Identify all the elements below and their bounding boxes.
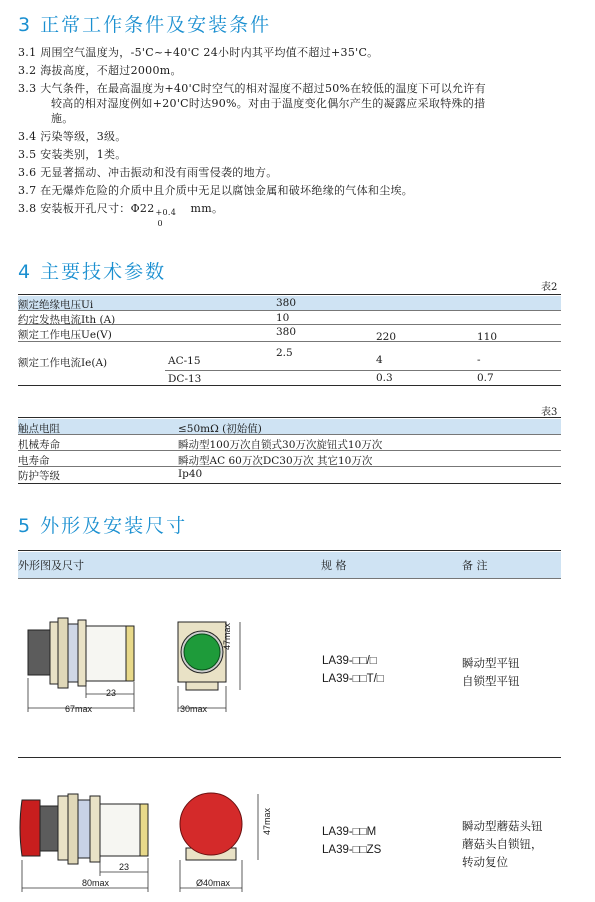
product1-side-view [28,618,134,712]
product2-drawing [18,776,288,902]
item-3-7: 3.7 在无爆炸危险的介质中且介质中无足以腐蚀金属和破坏绝缘的气体和尘埃。 [18,184,414,197]
t2-ac-v2: 4 [376,354,383,366]
p1-model-2: LA39-□□T/□ [322,673,384,685]
p2-model-1: LA39-□□M [322,826,377,838]
header-note: 备 注 [462,559,488,572]
section-5-title: 5 外形及安装尺寸 [18,515,188,537]
p2-dim-front: Ø40max [196,878,231,888]
p1-dim-front: 30max [180,704,208,714]
dimension-table-header [18,550,561,580]
header-figure: 外形图及尺寸 [18,559,84,572]
table2-caption: 表2 [541,282,558,293]
t2-r3-v2: 220 [376,331,397,343]
product1-drawing [18,600,278,725]
section-3-title: 3 正常工作条件及安装条件 [18,14,272,36]
item-3-8-unit: mm。 [190,202,224,215]
t2-r3-v1: 380 [276,326,297,338]
item-3-4: 3.4 污染等级，3级。 [18,130,127,143]
tolerance-lower: 0 [157,219,163,228]
t3-r3-val: 瞬动型AC 60万次DC30万次 其它10万次 [178,455,373,467]
item-3-2: 3.2 海拔高度，不超过2000m。 [18,64,182,77]
item-3-1: 3.1 周围空气温度为，-5'C~+40'C 24小时内其平均值不超过+35'C。 [18,46,379,59]
t2-ac-v1: 2.5 [276,347,293,359]
p1-dim-side: 67max [65,704,93,714]
item-3-3-cont1: 较高的相对湿度例如+20'C时达90%。对由于温度变化偶尔产生的凝露应采取特殊的措 [51,97,486,110]
t3-r1-val: ≤50mΩ (初始值) [178,423,262,435]
item-3-5: 3.5 安装类别，1类。 [18,148,127,161]
p2-note-3: 转动复位 [462,855,508,869]
tolerance-upper: +0.4 [155,208,177,217]
t2-r2-val: 10 [276,312,290,324]
item-3-8-text: 3.8 安装板开孔尺寸：Φ22 [18,202,155,215]
t2-dc-label: DC-13 [168,373,202,385]
p2-model-2: LA39-□□ZS [322,844,382,856]
t2-r3-v3: 110 [477,331,498,343]
t3-r1-label: 触点电阻 [18,423,60,435]
red-mushroom-button [180,793,242,855]
t2-r2-label: 约定发热电流Ith (A) [18,314,116,326]
p1-model-1: LA39-□□/□ [322,655,377,667]
item-3-6: 3.6 无显著摇动、冲击振动和没有雨雪侵袭的地方。 [18,166,278,179]
t2-r4-label: 额定工作电流Ie(A) [18,357,108,369]
t2-r1-val: 380 [276,297,297,309]
t3-r3-label: 电寿命 [18,455,50,467]
t3-r2-label: 机械寿命 [18,439,60,451]
t2-dc-v2: 0.3 [376,372,393,384]
t3-r4-label: 防护等级 [18,470,60,482]
t3-r2-val: 瞬动型100万次自锁式30万次旋钮式10万次 [178,439,383,451]
header-spec: 规 格 [321,559,347,572]
t2-ac-v3: - [477,354,481,366]
p1-dim-depth: 23 [106,688,117,698]
section-4-title: 4 主要技术参数 [18,261,167,283]
p1-note-2: 自锁型平钮 [462,674,520,688]
item-3-8 [18,202,224,228]
t2-r3-label: 额定工作电压Ue(V) [18,329,112,341]
table3-caption: 表3 [541,407,558,418]
p2-note-2: 蘑菇头自锁钮， [462,837,543,851]
t2-r1-label: 额定绝缘电压Ui [18,299,94,311]
p2-dim-height: 47max [262,807,272,835]
p1-note-1: 瞬动型平钮 [462,656,520,670]
p2-note-1: 瞬动型蘑菇头钮 [462,819,543,833]
item-3-3-cont2: 施。 [51,112,74,125]
row-divider [18,757,561,758]
t2-dc-v3: 0.7 [477,372,494,384]
green-flat-button [184,634,220,670]
t3-r4-val: Ip40 [178,468,203,480]
table-3 [18,417,561,485]
p2-dim-depth: 23 [119,862,130,872]
t2-ac-label: AC-15 [168,355,201,367]
p2-dim-side: 80max [82,878,110,888]
p1-dim-height: 47max [222,622,232,650]
table-2 [18,294,561,387]
item-3-3: 3.3 大气条件，在最高温度为+40'C时空气的相对湿度不超过50%在较低的温度下可以允许有 [18,82,486,95]
